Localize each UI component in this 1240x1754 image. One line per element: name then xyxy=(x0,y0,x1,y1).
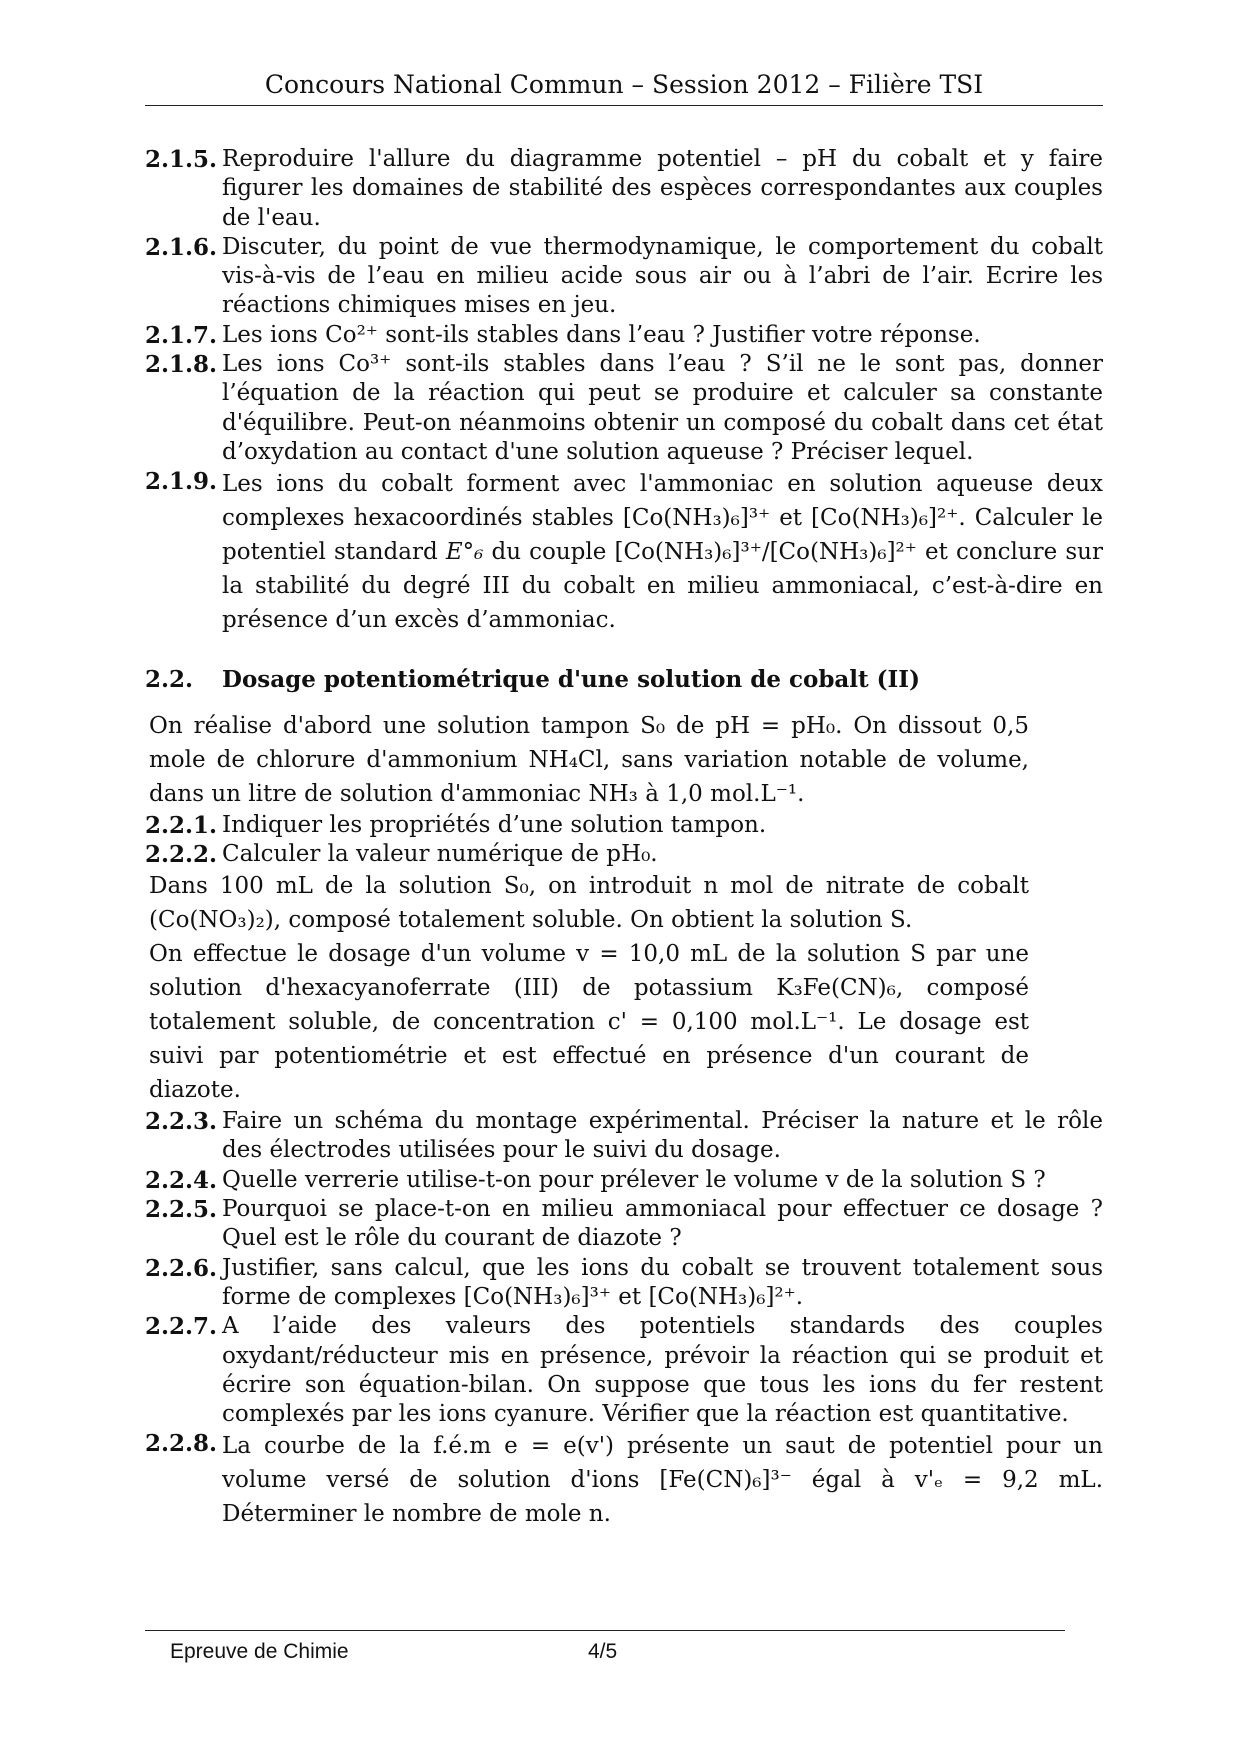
question-number: 2.1.7. xyxy=(145,321,218,349)
question-text-part1: Les ions du cobalt forment avec l'ammoniac en solution aqueuse deux complexes hexacoordinés stables [Co(NH₃)₆]³⁺ et [Co(NH₃)₆]²⁺. Calculer le potentiel standard xyxy=(222,471,1103,566)
question-2-2-8 xyxy=(145,1429,1103,1531)
question-text: Indiquer les propriétés d’une solution tampon. xyxy=(222,811,767,838)
page-number: 4/5 xyxy=(588,1640,618,1663)
page-header: Concours National Commun – Session 2012 – Filière TSI xyxy=(145,70,1103,106)
question-number: 2.2.5. xyxy=(145,1196,218,1224)
question-2-2-4 xyxy=(145,1166,1103,1195)
question-2-1-7 xyxy=(145,321,1103,350)
question-number: 2.1.8. xyxy=(145,351,218,379)
question-2-2-2 xyxy=(145,840,1103,869)
question-text: Quelle verrerie utilise-t-on pour prélever le volume v de la solution S ? xyxy=(222,1166,1046,1193)
question-number: 2.1.6. xyxy=(145,233,218,261)
question-number: 2.2.2. xyxy=(145,840,218,868)
question-2-2-1 xyxy=(145,811,1103,840)
question-2-2-6 xyxy=(145,1254,1103,1313)
question-2-1-5 xyxy=(145,145,1103,233)
question-2-2-5 xyxy=(145,1195,1103,1254)
paragraph-buffer: On réalise d'abord une solution tampon S₀ de pH = pH₀. On dissout 0,5 mole de chlorure d'ammonium NH₄Cl, sans variation notable de volume, dans un litre de solution d'ammoniac NH₃ à 1,0 mol.L⁻¹. xyxy=(149,712,1029,807)
section-title: Dosage potentiométrique d'une solution de cobalt (II) xyxy=(222,666,920,694)
question-2-2-7 xyxy=(145,1312,1103,1429)
paragraph-titration: On effectue le dosage d'un volume v = 10,0 mL de la solution S par une solution d'hexacyanoferrate (III) de potassium K₃Fe(CN)₆, composé totalement soluble, de concentration c' = 0,100 mol.L⁻¹. Le dosage est suivi par potentiométrie et est effectué en présence d'un courant de diazote. xyxy=(149,941,1029,1104)
paragraph-solution-s: Dans 100 mL de la solution S₀, on introduit n mol de nitrate de cobalt (Co(NO₃)₂), composé totalement soluble. On obtient la solution S. xyxy=(149,873,1029,934)
question-number: 2.2.4. xyxy=(145,1166,218,1194)
question-2-1-6 xyxy=(145,233,1103,321)
question-2-2-3 xyxy=(145,1107,1103,1166)
standard-potential-symbol: E°₆ xyxy=(445,539,484,566)
question-2-1-8 xyxy=(145,350,1103,467)
question-number: 2.1.9. xyxy=(145,468,218,496)
question-number: 2.1.5. xyxy=(145,146,218,173)
section-heading xyxy=(145,665,1103,694)
question-number: 2.2.8. xyxy=(145,1430,218,1458)
question-text-part2: du couple [Co(NH₃)₆]³⁺/[Co(NH₃)₆]²⁺ et conclure sur la stabilité du degré III du cobalt en milieu ammoniacal, c’est-à-dire en présence d’un excès d’ammoniac. xyxy=(222,539,1103,634)
question-text: Pourquoi se place-t-on en milieu ammoniacal pour effectuer ce dosage ? Quel est le rôle du courant de diazote ? xyxy=(222,1196,1103,1252)
question-text: Faire un schéma du montage expérimental. Préciser la nature et le rôle des électrodes utilisées pour le suivi du dosage. xyxy=(222,1108,1103,1164)
question-text: Discuter, du point de vue thermodynamique, le comportement du cobalt vis-à-vis de l’eau en milieu acide sous air ou à l’abri de l’air. Ecrire les réactions chimiques mises en jeu. xyxy=(222,233,1103,319)
question-text: Justifier, sans calcul, que les ions du cobalt se trouvent totalement sous forme de complexes [Co(NH₃)₆]³⁺ et [Co(NH₃)₆]²⁺. xyxy=(222,1254,1103,1310)
question-number: 2.2.7. xyxy=(145,1313,218,1341)
footer-exam-name: Epreuve de Chimie xyxy=(170,1640,349,1663)
question-text: Les ions Co²⁺ sont-ils stables dans l’eau ? Justifier votre réponse. xyxy=(222,321,981,348)
question-text: La courbe de la f.é.m e = e(v') présente un saut de potentiel pour un volume versé de solution d'ions [Fe(CN)₆]³⁻ égal à v'ₑ = 9,2 mL. Déterminer le nombre de mole n. xyxy=(222,1433,1103,1528)
footer-divider xyxy=(145,1630,1065,1631)
question-2-1-9 xyxy=(145,467,1103,637)
page-content xyxy=(145,145,1103,1531)
question-number: 2.2.6. xyxy=(145,1254,218,1282)
question-text: A l’aide des valeurs des potentiels standards des couples oxydant/réducteur mis en présence, prévoir la réaction qui se produit et écrire son équation-bilan. On suppose que tous les ions du fer restent complexés par les ions cyanure. Vérifier que la réaction est quantitative. xyxy=(222,1313,1103,1428)
question-text xyxy=(222,467,1103,637)
question-text: Reproduire l'allure du diagramme potentiel – pH du cobalt et y faire figurer les domaines de stabilité des espèces correspondantes aux couples de l'eau. xyxy=(222,146,1103,231)
question-text: Les ions Co³⁺ sont-ils stables dans l’eau ? S’il ne le sont pas, donner l’équation de la réaction qui peut se produire et calculer sa constante d'équilibre. Peut-on néanmoins obtenir un composé du cobalt dans cet état d’oxydation au contact d'une solution aqueuse ? Préciser lequel. xyxy=(222,351,1103,465)
question-number: 2.2.1. xyxy=(145,811,218,839)
question-number: 2.2.3. xyxy=(145,1108,218,1136)
question-text: Calculer la valeur numérique de pH₀. xyxy=(222,840,658,867)
section-number: 2.2. xyxy=(145,666,194,694)
